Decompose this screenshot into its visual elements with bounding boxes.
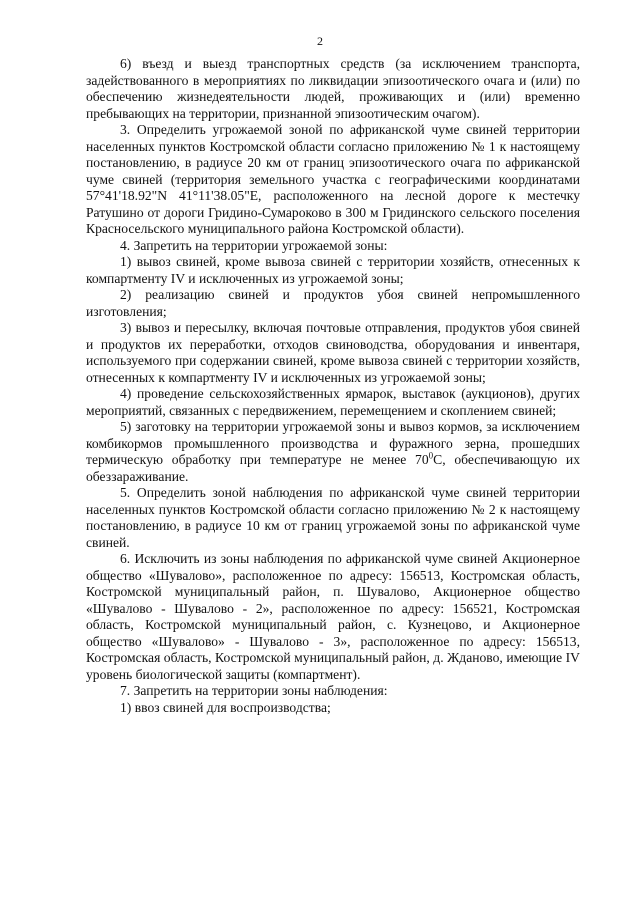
paragraph-item-4-fairs: 4) проведение сельскохозяйственных ярмарок, выставок (аукционов), других мероприятий, связанных с передвижением, перемещением и скоплением свиней;	[86, 386, 580, 418]
paragraph-prohibit-threatened-zone: 4. Запретить на территории угрожаемой зоны:	[120, 237, 388, 253]
paragraph-observation-zone: 5. Определить зоной наблюдения по африканской чуме свиней территории населенных пунктов Костромской области согласно приложению № 2 к настоящему постановлению, в радиусе 10 км от границ угрожаемой зоны по африканской чуме свиней.	[86, 485, 580, 550]
paragraph-item-1-import: 1) ввоз свиней для воспроизводства;	[120, 699, 331, 715]
document-body	[86, 56, 580, 716]
paragraph-prohibit-observation-zone: 7. Запретить на территории зоны наблюдения:	[120, 683, 388, 698]
paragraph-item-6-entry-exit: 6) въезд и выезд транспортных средств (за исключением транспорта, задействованного в мероприятиях по ликвидации эпизоотического очага и (или) по обеспечению жизнедеятельности людей, проживающих и (или) временно пребывающих на территории, признанной эпизоотическим очагом).	[86, 56, 580, 121]
paragraph-threatened-zone: 3. Определить угрожаемой зоной по африканской чуме свиней территории населенных пунктов Костромской области согласно приложению № 1 к настоящему постановлению, в радиусе 20 км от границ эпизоотического очага по африканской чуме свиней (территория земельного участка с географическими координатами 57°41'18.92"N 41°11'38.05"E, расположенного на лесной дороге к местечку Ратушино от дороги Гридино-Сумароково в 300 м Гридинского сельского поселения Красносельского муниципального района Костромской области).	[86, 122, 580, 236]
paragraph-item-3-shipping: 3) вывоз и пересылку, включая почтовые отправления, продуктов убоя свиней и продуктов их переработки, отходов свиноводства, оборудования и инвентаря, используемого при содержании свиней, кроме вывоза свиней с территории хозяйств, отнесенных к компартменту IV и исключенных из угрожаемой зоны;	[86, 320, 580, 385]
paragraph-item-5-feed	[86, 419, 580, 485]
page-number: 2	[317, 34, 323, 48]
feed-text-before: 5) заготовку на территории угрожаемой зоны и вывоз кормов, за исключением комбикормов промышленного производства и фуражного зерна, прошедших термическую обработку при температуре не менее 70	[86, 419, 580, 467]
paragraph-item-2-sale: 2) реализацию свиней и продуктов убоя свиней непромышленного изготовления;	[86, 287, 580, 319]
paragraph-item-1-removal: 1) вывоз свиней, кроме вывоза свиней с территории хозяйств, отнесенных к компартменту IV и исключенных из угрожаемой зоны;	[86, 254, 580, 286]
feed-text-after: С, обеспечивающую их обеззараживание.	[86, 452, 581, 484]
degree-superscript: 0	[428, 450, 434, 461]
paragraph-exclusion-shuvalovo: 6. Исключить из зоны наблюдения по африканской чуме свиней Акционерное общество «Шувалово», расположенное по адресу: 156513, Костромская область, Костромской муниципальный район, п. Шувалово, Акционерное общество «Шувалово - Шувалово - 2», расположенное по адресу: 156521, Костромская область, Костромской муниципальный район, с. Кузнецово, и Акционерное общество «Шувалово» - Шувалово - 3», расположенное по адресу: 156513, Костромская область, Костромской муниципальный район, д. Жданово, имеющие IV уровень биологической защиты (компартмент).	[86, 551, 580, 682]
